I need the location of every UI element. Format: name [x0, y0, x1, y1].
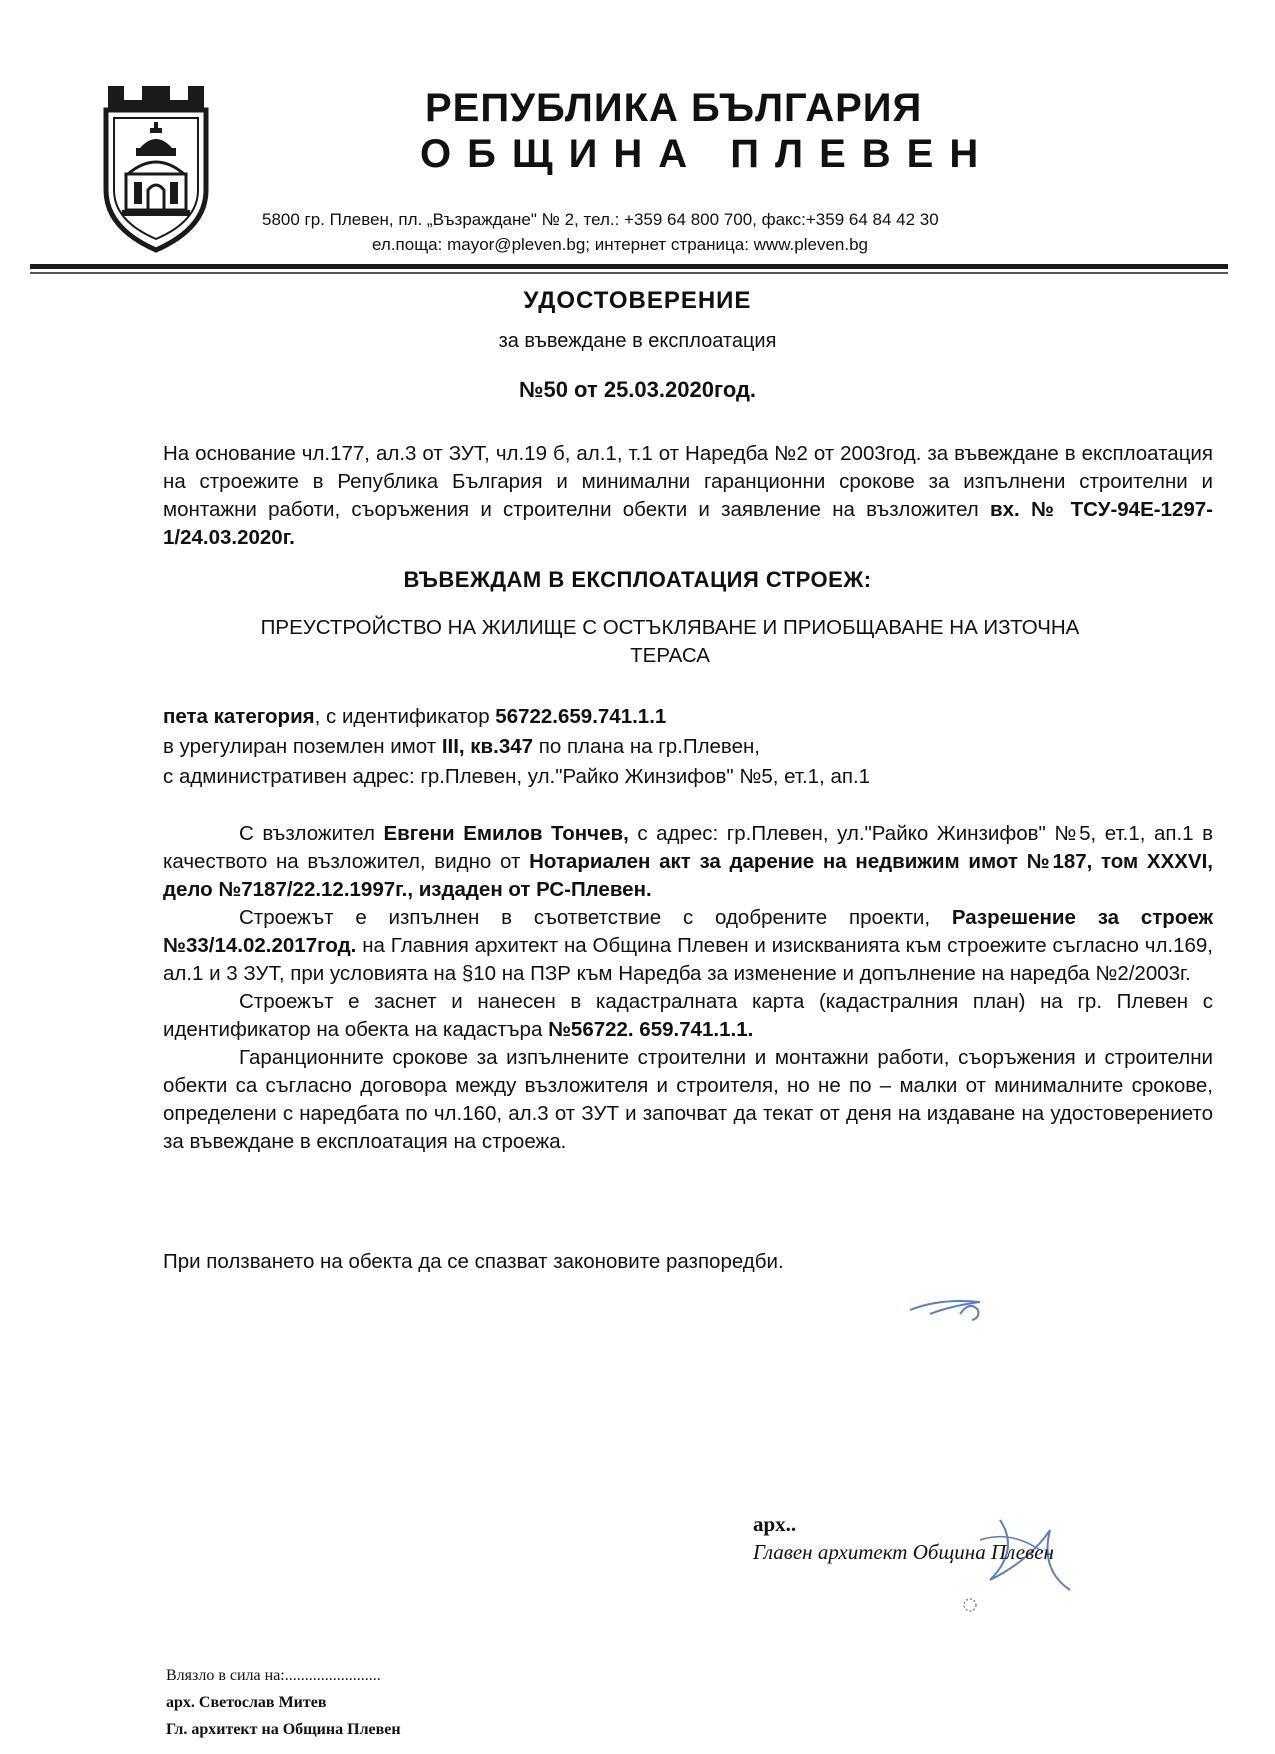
- body-paragraph-cadastre: [163, 988, 1213, 1044]
- notary-deed: Нотариален акт за дарение на недвижим имот №187, том XXXVI, дело №7187/22.12.1997г., издаден от РС-Плевен.: [163, 850, 1213, 901]
- footer-signatory-position: Гл. архитект на Община Плевен: [166, 1721, 401, 1738]
- signature-position: Главен архитект Община Плевен: [753, 1540, 1054, 1564]
- building-permit: Разрешение за строеж №33/14.02.2017год.: [163, 906, 1214, 957]
- footer-signatory-name: арх. Светослав Митев: [166, 1694, 327, 1711]
- category-label: пета категория: [163, 705, 315, 728]
- header-address-line: 5800 гр. Плевен, пл. „Възраждане" № 2, тел.: +359 64 800 700, факс:+359 64 84 42 30: [262, 210, 939, 229]
- header-divider-thick: [30, 264, 1228, 269]
- command-heading: ВЪВЕЖДАМ В ЕКСПЛОАТАЦИЯ СТРОЕЖ:: [403, 567, 872, 592]
- header-contact-line: ел.поща: mayor@pleven.bg; интернет страница: www.pleven.bg: [372, 235, 868, 254]
- body-paragraphs: [163, 820, 1213, 1156]
- intro-reference: вх. № ТСУ-94Е-1297-1/24.03.2020г.: [163, 498, 1214, 549]
- pleven-coat-of-arms-icon: [100, 78, 212, 256]
- body-paragraph-guarantee: Гаранционните срокове за изпълнените строителни и монтажни работи, съоръжения и строителни обекти са съгласно договора между възложителя и строителя, но не по – малки от минималните срокове, определени с наредбата по чл.160, ал.3 от ЗУТ и започват да текат от деня на издаване на удостоверението за въвеждане в експлоатация на строежа.: [163, 1046, 1213, 1153]
- category-block: [163, 702, 870, 792]
- assignor-name: Евгени Емилов Тончев,: [383, 822, 629, 845]
- object-line-2: ТЕРАСА: [630, 644, 710, 667]
- header-divider-thin: [30, 272, 1228, 274]
- plot-text: в урегулиран поземлен имот: [163, 735, 442, 758]
- stamp-mark-icon: [960, 1595, 980, 1615]
- body-paragraph-permit: [163, 904, 1213, 988]
- signature-title: арх..: [753, 1512, 797, 1536]
- p2-text-a: Строежът е изпълнен в съответствие с одобрените проекти,: [239, 906, 952, 929]
- header-title-republic: РЕПУБЛИКА БЪЛГАРИЯ: [425, 86, 923, 130]
- category-text: , с идентификатор: [314, 705, 496, 728]
- document-title: УДОСТОВЕРЕНИЕ: [523, 287, 752, 314]
- document-subtitle: за въвеждане в експлоатация: [498, 330, 777, 352]
- p2-text-b: на Главния архитект на Община Плевен и изискванията към строежите съгласно чл.169, ал.1 и 3 ЗУТ, при условията на §10 на ПЗР към Наредба за изменение и допълнение на наредба №2/2003г.: [163, 934, 1213, 985]
- body-paragraph-assignor: [163, 820, 1213, 904]
- effective-date-line: Влязло в сила на:........................: [166, 1667, 381, 1684]
- p1-text-b: с адрес: гр.Плевен, ул."Райко Жинзифов" №5, ет.1, ап.1 в качеството на възложител, видно от: [163, 822, 1213, 873]
- category-identifier: 56722.659.741.1.1: [495, 705, 667, 728]
- header-title-municipality: ОБЩИНА ПЛЕВЕН: [420, 132, 995, 176]
- cadastre-identifier: №56722. 659.741.1.1.: [548, 1018, 754, 1041]
- administrative-address: с административен адрес: гр.Плевен, ул."Райко Жинзифов" №5, ет.1, ап.1: [163, 765, 871, 788]
- p1-text-a: С възложител: [239, 822, 384, 845]
- plot-number: III, кв.347: [441, 735, 534, 758]
- document-number: №50 от 25.03.2020год.: [518, 377, 757, 402]
- footer-block: [166, 1662, 401, 1743]
- object-line-1: ПРЕУСТРОЙСТВО НА ЖИЛИЩЕ С ОСТЪКЛЯВАНЕ И ПРИОБЩАВАНЕ НА ИЗТОЧНА: [260, 616, 1080, 639]
- intro-text: На основание чл.177, ал.3 от ЗУТ, чл.19 б, ал.1, т.1 от Наредба №2 от 2003год. за въвеждане в експлоатация на строежите в Република България и минимални гаранционни срокове за изпълнени строителни и монтажни работи, съоръжения и строителни обекти и заявление на възложител: [163, 442, 1213, 521]
- intro-paragraph: [163, 440, 1213, 552]
- closing-statement: При ползването на обекта да се спазват законовите разпоредби.: [163, 1250, 784, 1273]
- p3-text-a: Строежът е заснет и нанесен в кадастралната карта (кадастралния план) на гр. Плевен с идентификатор на обекта на кадастъра: [163, 990, 1213, 1041]
- plot-tail: по плана на гр.Плевен,: [533, 735, 761, 758]
- construction-object: [170, 614, 1170, 670]
